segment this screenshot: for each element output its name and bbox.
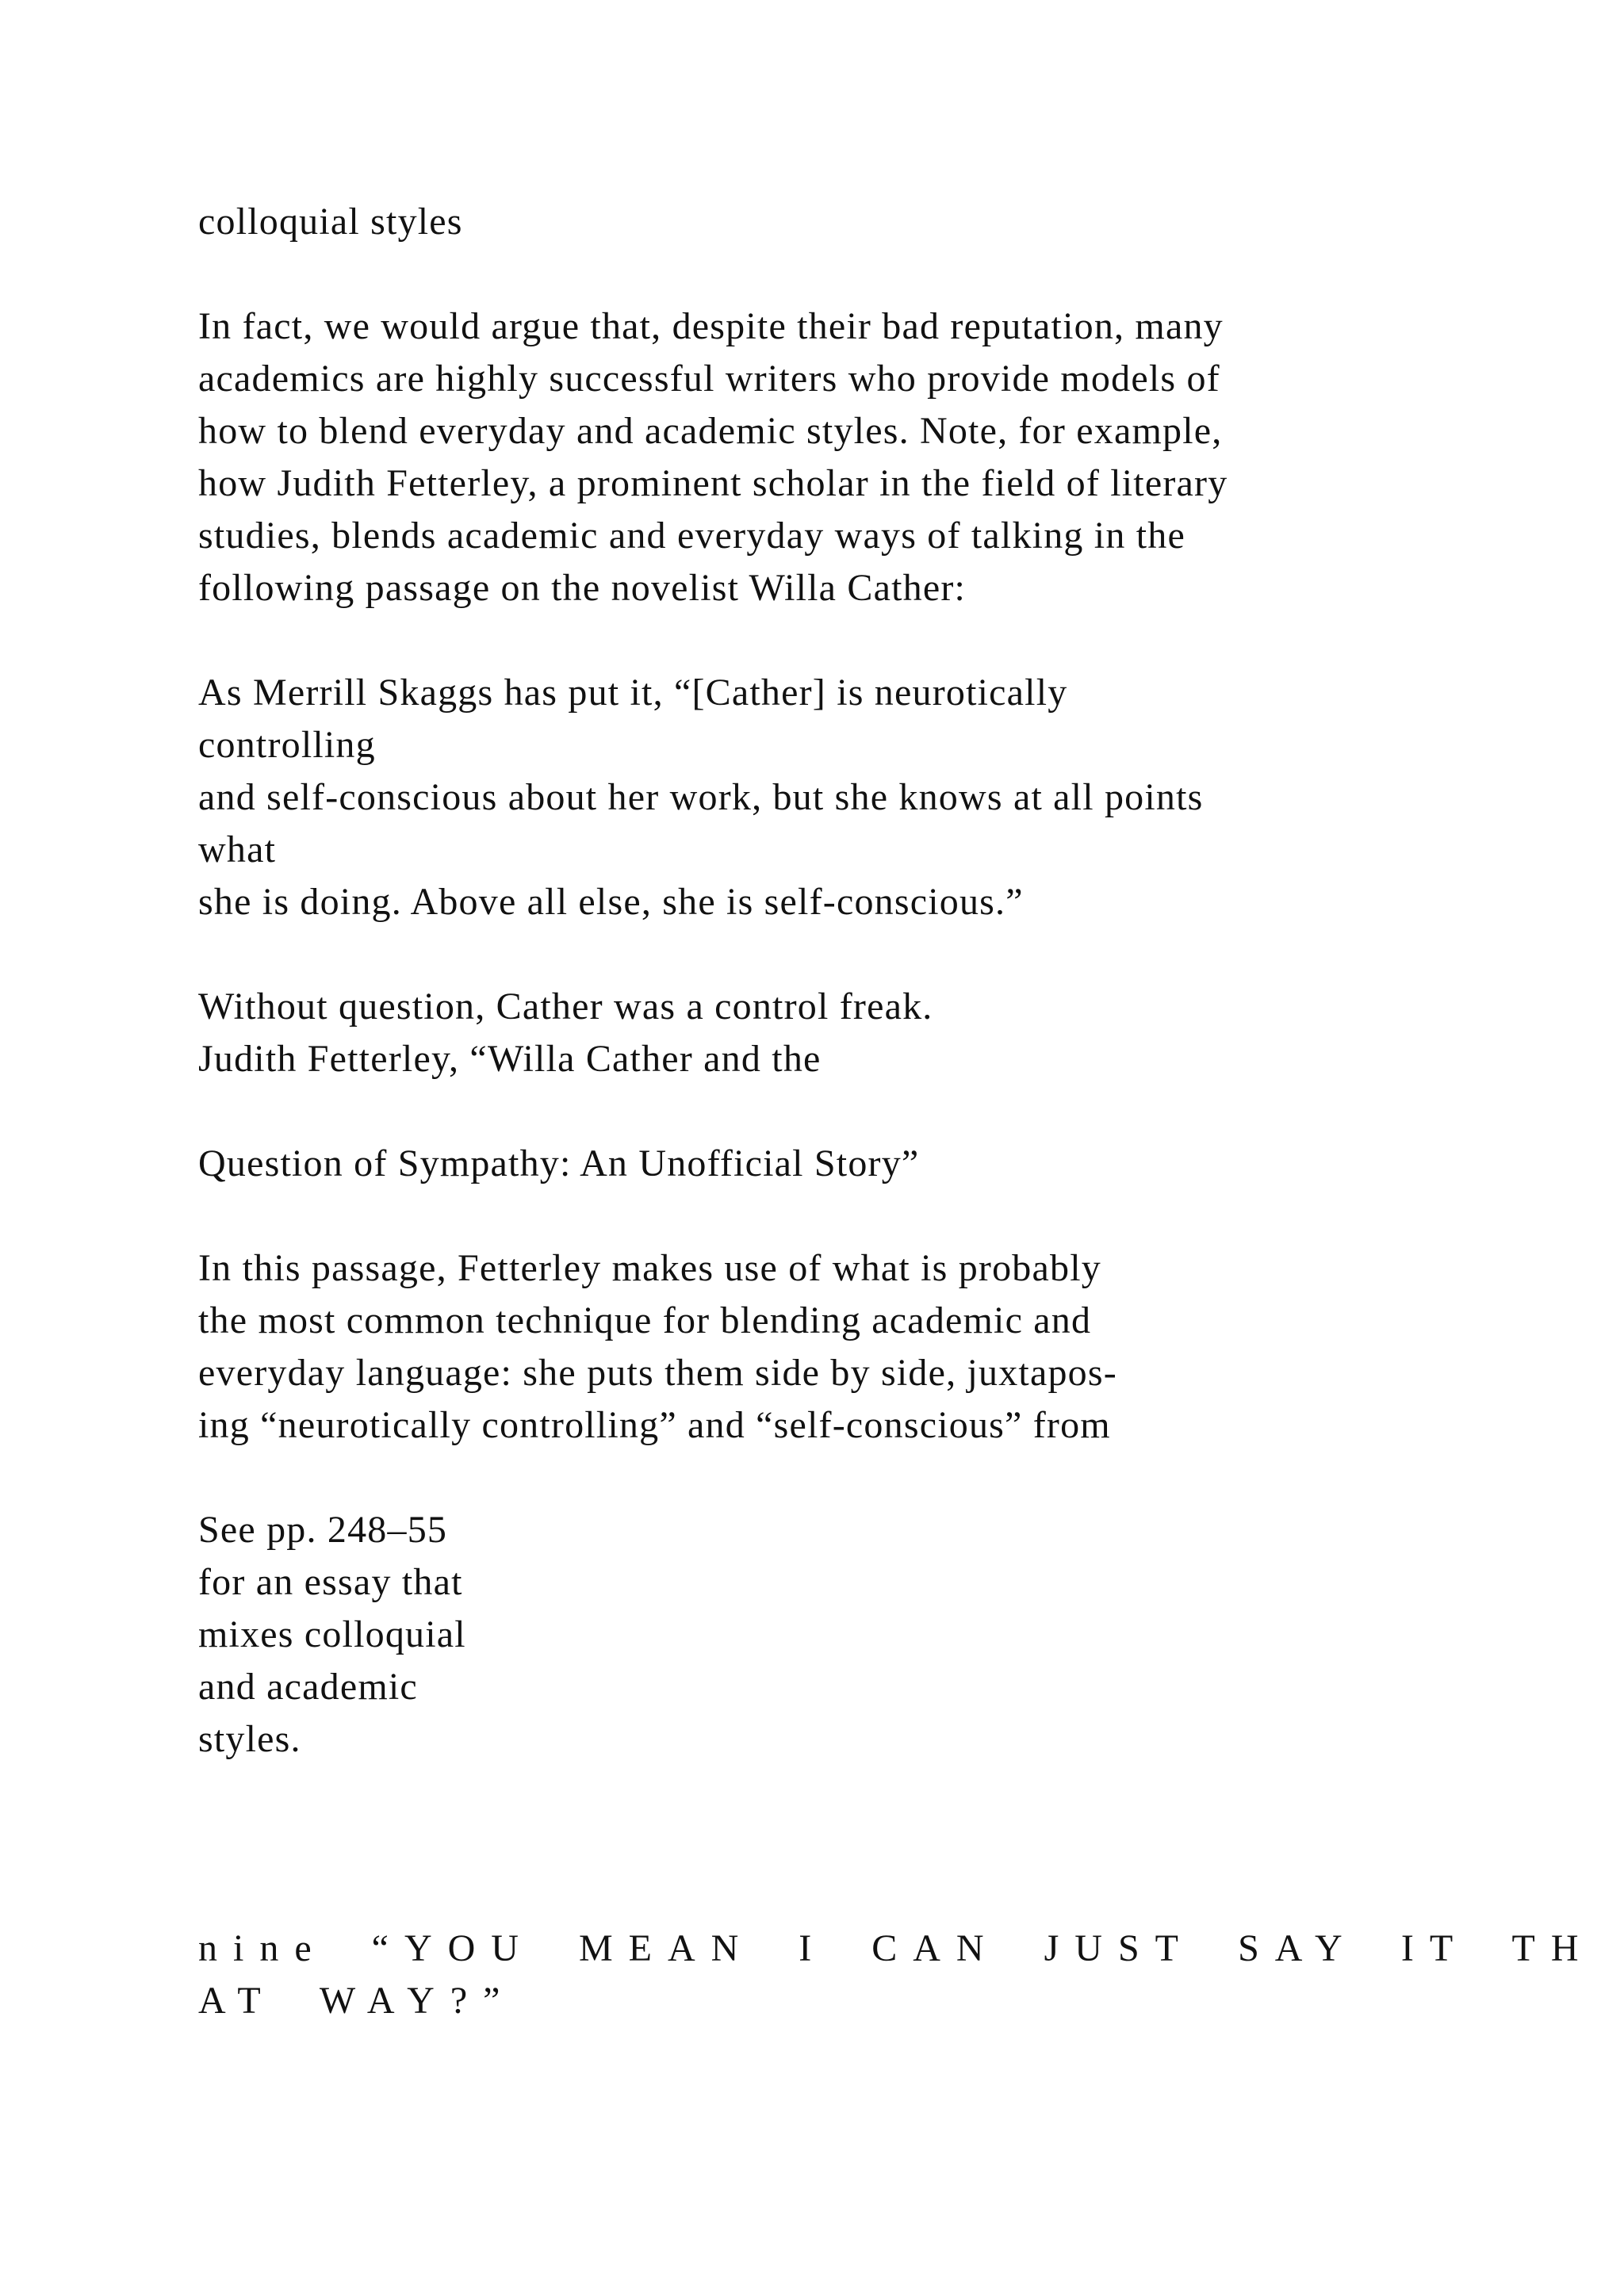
paragraph2-line: the most common technique for blending academic and	[198, 1299, 1092, 1341]
paragraph1-line: how Judith Fetterley, a prominent scholar in the field of literary	[198, 462, 1228, 504]
quote-line: and self-conscious about her work, but she knows at all points	[198, 776, 1204, 818]
running-head-line: AT WAY?”	[198, 1980, 516, 2022]
paragraph1-line: following passage on the novelist Willa Cather:	[198, 567, 967, 609]
paragraph2-line: ing “neurotically controlling” and “self-conscious” from	[198, 1404, 1111, 1446]
attribution-line: Question of Sympathy: An Unofficial Story”	[198, 1142, 920, 1184]
running-head-line: nine “YOU MEAN I CAN JUST SAY IT TH	[198, 1927, 1595, 1969]
quote-line: controlling	[198, 724, 376, 766]
paragraph2-line: In this passage, Fetterley makes use of what is probably	[198, 1247, 1101, 1289]
quote-line: As Merrill Skaggs has put it, “[Cather] is neurotically	[198, 672, 1068, 714]
margin-note-line: mixes colloquial	[198, 1613, 466, 1655]
margin-note-line: See pp. 248–55	[198, 1509, 448, 1551]
paragraph1-line: In fact, we would argue that, despite their bad reputation, many	[198, 305, 1224, 347]
quote-followup: Without question, Cather was a control freak.	[198, 985, 933, 1027]
paragraph1-line: academics are highly successful writers who provide models of	[198, 358, 1220, 400]
paragraph2-line: everyday language: she puts them side by side, juxtapos-	[198, 1352, 1117, 1394]
paragraph1-line: studies, blends academic and everyday ways of talking in the	[198, 515, 1185, 557]
top-heading: colloquial styles	[198, 201, 463, 243]
quote-line: she is doing. Above all else, she is self-conscious.”	[198, 881, 1024, 923]
attribution-line: Judith Fetterley, “Willa Cather and the	[198, 1038, 822, 1080]
margin-note-line: for an essay that	[198, 1561, 463, 1603]
paragraph1-line: how to blend everyday and academic styles. Note, for example,	[198, 410, 1223, 452]
quote-line: what	[198, 828, 277, 871]
margin-note-line: styles.	[198, 1718, 301, 1760]
margin-note-line: and academic	[198, 1666, 418, 1708]
